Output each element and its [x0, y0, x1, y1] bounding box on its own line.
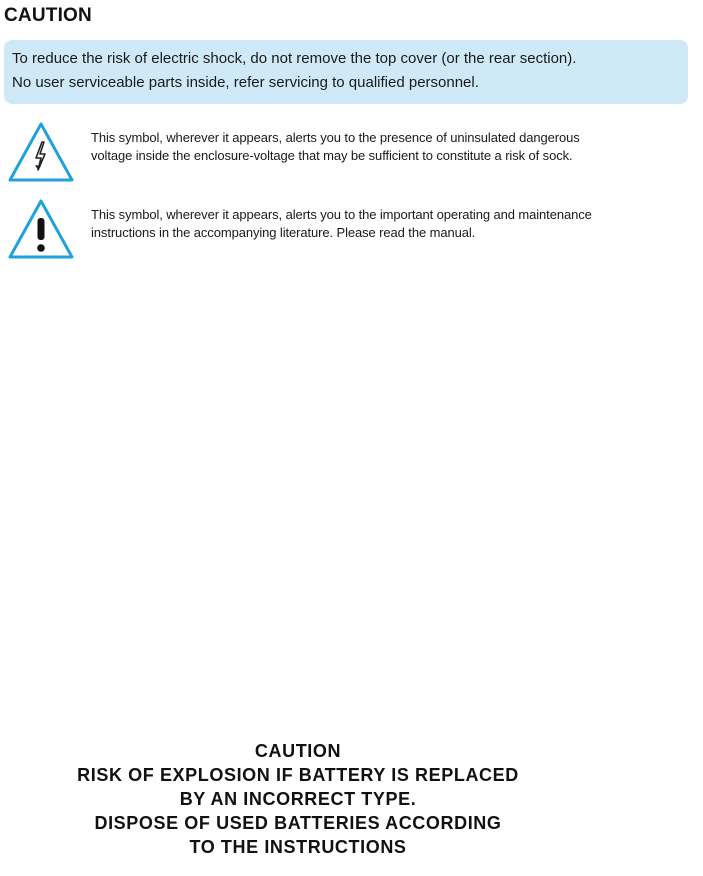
battery-caution-line-2: BY AN INCORRECT TYPE. — [179, 789, 417, 809]
symbol-text-line-1: This symbol, wherever it appears, alerts you to the presence of uninsulated dangerous — [91, 130, 580, 145]
symbol-text-line-1: This symbol, wherever it appears, alerts you to the important operating and maintenance — [91, 207, 592, 222]
symbol-text-line-2: voltage inside the enclosure-voltage that may be sufficient to constitute a risk of sock. — [91, 148, 573, 163]
battery-caution-line-1: RISK OF EXPLOSION IF BATTERY IS REPLACED — [77, 765, 519, 785]
lightning-warning-icon — [7, 121, 75, 183]
caution-notice-box — [4, 40, 688, 104]
notice-line-2: No user serviceable parts inside, refer servicing to qualified personnel. — [12, 74, 479, 91]
page-title: CAUTION — [4, 5, 92, 26]
symbol-text-line-2: instructions in the accompanying literature. Please read the manual. — [91, 225, 476, 240]
symbol-description — [91, 206, 697, 242]
battery-caution-title: CAUTION — [254, 741, 342, 761]
notice-line-1: To reduce the risk of electric shock, do not remove the top cover (or the rear section). — [12, 50, 577, 67]
battery-caution-line-4: TO THE INSTRUCTIONS — [189, 837, 407, 857]
exclamation-warning-icon — [7, 198, 75, 260]
battery-caution-line-3: DISPOSE OF USED BATTERIES ACCORDING — [94, 813, 502, 833]
symbol-description — [91, 129, 697, 165]
battery-caution-block — [0, 739, 596, 859]
